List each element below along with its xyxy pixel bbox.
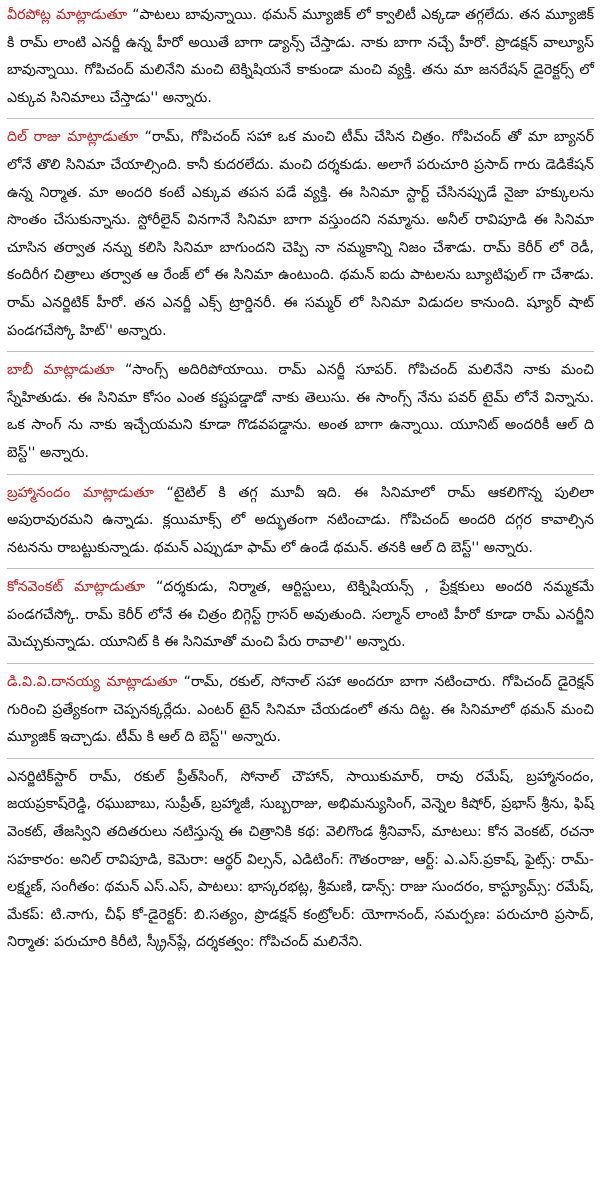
speech-text: “టైటిల్ కి తగ్గ మూవీ ఇది. ఈ సినిమాలో రామ్ ఆకలిగొన్న పులిలా అపురావురమని ఉన్నాడు. క్లయిమాక్స్ లో అద్భుతంగా నటించాడు. గోపిచంద్ అందరి దగ్గర కావాల్సిన నటనను రాబట్టుకున్నాడు. థమన్ ఎప్పుడూ ఫామ్ లో ఉండే థమన్. తనకి ఆల్ ది బెస్ట్'' అన్నారు.: [7, 484, 594, 556]
speaker-name: కోనవెంకట్ మాట్లాడుతూ: [7, 579, 146, 596]
speech-paragraph-kona-venkat: [7, 574, 594, 657]
speech-paragraph-dil-raju: [7, 124, 594, 345]
speaker-name: డి.వి.వి.దానయ్య మాట్లాడుతూ: [7, 674, 178, 691]
separator: [7, 758, 594, 759]
speech-text: “రామ్, గోపిచంద్ సహా ఒక మంచి టీమ్ చేసిన చిత్రం. గోపిచంద్ తో మా బ్యానర్ లోనే తొలి సినిమా చేయాల్సింది. కానీ కుదరలేదు. మంచి దర్శకుడు. అలాగే పరుచూరి ప్రసాద్ గారు డెడికేషన్ ఉన్న నిర్మాత. మా అందరి కంటే ఎక్కువ తపన పడే వ్యక్తి. ఈ సినిమా స్టార్ట్ చేసినప్పుడే నైజా హక్కులను సొంతం చేసుకున్నాను. స్టోరీలైన్ వినగానే సినిమా బాగా వస్తుందని నమ్మాను. అనీల్ రావిపూడి ఈ సినిమా చూసిన తర్వాత నన్ను కలిసి సినిమా బాగుందని చెప్పి నా నమ్మకాన్ని నిజం చేశాడు. రామ్ కెరీర్ లో రెడీ, కందిరీగ చిత్రాలు తర్వాత ఆ రేంజ్ లో ఈ సినిమా ఉంటుంది. థమన్ ఐదు పాటలను బ్యూటిఫుల్ గా చేశాడు. రామ్ ఎనర్జిటిక్ హీరో. తన ఎనర్జీ ఎక్స్ ట్రార్డినరీ. ఈ సమ్మర్ లో సినిమా విడుదల కానుంది. ష్యూర్ షాట్ పండగచేస్కో హిట్'' అన్నారు.: [7, 129, 594, 339]
speech-text: “రామ్, రకుల్, సోనాల్ సహా అందరూ బాగా నటించారు. గోపిచంద్ డైరెక్షన్ గురించి ప్రత్యేకంగా చెప్పనక్కర్లేదు. ఎంటర్ టైన్ సినిమా చేయడంలో తను దిట్ట. ఈ సినిమాలో థమన్ మంచి మ్యూజిక్ ఇచ్చాడు. టీమ్ కి ఆల్ ది బెస్ట్'' అన్నారు.: [7, 674, 594, 746]
separator: [7, 568, 594, 569]
separator: [7, 474, 594, 475]
speech-text: “సాంగ్స్ అదిరిపోయాయి. రామ్ ఎనర్జీ సూపర్. గోపిచంద్ మలినేని నాకు మంచి స్నేహితుడు. ఈ సినిమా కోసం ఎంత కష్టపడ్డాడో నాకు తెలుసు. ఈ సాంగ్స్ నేను పవర్ టైమ్ లోనే విన్నాను. ఒక సాంగ్ ను నాకు ఇచ్చేయమని కూడా గొడవపడ్డాను. అంత బాగా ఉన్నాయి. యూనిట్ అందరికీ ఆల్ ది బెస్ట్'' అన్నారు.: [7, 362, 594, 461]
speaker-name: దిల్ రాజు మాట్లాడుతూ: [7, 129, 139, 146]
speech-paragraph-veerapotla: [7, 2, 594, 112]
speaker-name: బాబీ మాట్లాడుతూ: [7, 362, 115, 379]
speech-paragraph-bobby: [7, 357, 594, 467]
film-credits: ఎనర్జిటిక్‌స్టార్ రామ్, రకుల్ ప్రీత్‌సింగ్, సోనాల్ చౌహాన్, సాయికుమార్, రావు రమేష్, బ్రహ్మానందం, జయప్రకాష్‌రెడ్డి, రఘుబాబు, సుప్రీత్, బ్రహ్మాజీ, సుబ్బరాజు, అభిమన్యుసింగ్, వెన్నెల కిషోర్, ప్రభాస్ శ్రీను, ఫిష్ వెంకట్, తేజస్విని తదితరులు నటిస్తున్న ఈ చిత్రానికి కథ: వెలిగొండ శ్రీనివాస్, మాటలు: కోన వెంకట్, రచనా సహకారం: అనిల్ రావిపూడి, కెమెరా: ఆర్థర్ విల్సన్, ఎడిటింగ్: గౌతంరాజు, ఆర్ట్: ఎ.ఎస్.ప్రకాష్, ఫైట్స్: రామ్-లక్ష్మణ్, సంగీతం: థమన్ ఎస్.ఎస్, పాటలు: భాస్కరభట్ల, శ్రీమణి, డాన్స్: రాజు సుందరం, కాస్ట్యూమ్స్: రమేష్, మేకప్: టి.నాగు, చీఫ్ కో-డైరెక్టర్: బి.సత్యం, ప్రొడక్షన్ కంట్రోలర్: యోగానంద్, సమర్పణ: పరుచూరి ప్రసాద్, నిర్మాత: పరుచూరి కిరీటి, స్క్రీన్‌ప్లే, దర్శకత్వం: గోపిచంద్ మలినేని.: [7, 768, 594, 951]
speech-paragraph-danayya: [7, 669, 594, 752]
speech-paragraph-brahmanandam: [7, 480, 594, 563]
article-body: [7, 2, 594, 957]
speaker-name: బ్రహ్మానందం మాట్లాడుతూ: [7, 484, 154, 501]
speaker-name: వీరపోట్ల మాట్లాడుతూ: [7, 7, 128, 23]
speech-text: “దర్శకుడు, నిర్మాత, ఆర్టిస్టులు, టెక్నిషియన్స్ , ప్రేక్షకులు అందరి నమ్మకమే పండగచేస్కో. రామ్ కెరీర్ లోనే ఈ చిత్రం బిగ్గెస్ట్ గ్రాసర్ అవుతుంది. సల్మాన్ లాంటి హీరో కూడా రామ్ ఎనర్జీని మెచ్చుకున్నాడు. యూనిట్ కి ఈ సినిమాతో మంచి పేరు రావాలి'' అన్నారు.: [7, 579, 595, 651]
separator: [7, 118, 594, 119]
speech-text: “పాటలు బావున్నాయి. థమన్ మ్యూజిక్ లో క్వాలిటీ ఎక్కడా తగ్గలేదు. తన మ్యూజిక్ కి రామ్ లాంటి ఎనర్జీ ఉన్న హీరో అయితే బాగా డ్యాన్స్ చేస్తాడు. నాకు బాగా నచ్చే హీరో. ప్రొడక్షన్ వాల్యూస్ బావున్నాయి. గోపిచంద్ మలినేని మంచి టెక్నిషియనే కాకుండా మంచి వ్యక్తి. తను మా జనరేషన్ డైరెక్టర్స్ లో ఎక్కువ సినిమాలు చేస్తాడు'' అన్నారు.: [7, 7, 594, 106]
separator: [7, 351, 594, 352]
separator: [7, 663, 594, 664]
